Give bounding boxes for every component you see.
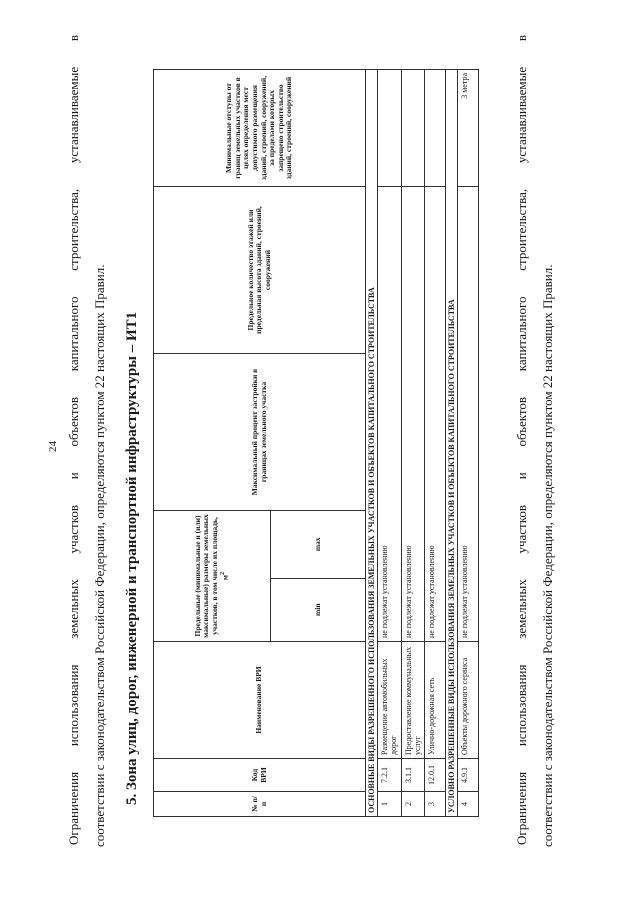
table-row [424,70,445,817]
header-sizes-sup: 2 [219,571,227,576]
section-row-main [366,70,378,817]
restriction-text-top-line1: Ограничения использования земельных участков и объектов капитального строительства, устанавливаемые в [66,35,81,845]
rotated-page-content [40,30,600,875]
cell-value: не подлежат установлению [401,187,424,642]
cell-code: 7.2.1 [378,759,401,792]
restriction-text-bottom-line2: соответствии с законодательством Российской Федерации, определяются пунктом 22 настоящих Правил. [540,264,555,847]
cell-name: Улично-дорожная сеть [424,642,445,759]
cell-setback [401,70,424,187]
header-num: № п/п [154,792,366,817]
cell-code: 4.9.1 [458,759,479,792]
section-conditional-label: УСЛОВНО РАЗРЕШЕННЫЕ ВИДЫ ИСПОЛЬЗОВАНИЯ ЗЕМЕЛЬНЫХ УЧАСТКОВ И ОБЪЕКТОВ КАПИТАЛЬНОГО СТРОИТЕЛЬСТВА [445,70,457,817]
cell-value: не подлежат установлению [424,187,445,642]
table-row [378,70,401,817]
cell-name: Предоставление коммунальных услуг [401,642,424,759]
cell-setback: 3 метра [458,70,479,187]
table-row [401,70,424,817]
zone-regulations-table [153,69,479,817]
header-name: Наименование ВРИ [154,642,366,759]
cell-value: не подлежат установлению [458,187,479,642]
section-title: 5. Зона улиц, дорог, инженерной и транспортной инфраструктуры – ИТ1 [124,311,140,805]
section-row-conditional [445,70,457,817]
cell-code: 3.1.1 [401,759,424,792]
cell-num: 1 [378,792,401,817]
cell-setback [378,70,401,187]
header-sizes [154,511,271,642]
cell-num: 3 [424,792,445,817]
cell-setback [424,70,445,187]
cell-value: не подлежат установлению [378,187,401,642]
header-code: Код ВРИ [154,759,366,792]
cell-code: 12.0.1 [424,759,445,792]
page-number: 24 [47,441,59,452]
header-setbacks: Минимальные отступы от границ земельных участков в целях определения мест допустимого размещения зданий, строений, сооружений, за пределами которых запрещено строительство зданий, строений, сооружений [154,70,366,187]
header-floors: Предельное количество этажей или предельная высота зданий, строений, сооружений [154,187,366,354]
restriction-text-bottom-line1: Ограничения использования земельных участков и объектов капитального строительства, устанавливаемые в [514,35,529,845]
section-main-label: ОСНОВНЫЕ ВИДЫ РАЗРЕШЕННОГО ИСПОЛЬЗОВАНИЯ ЗЕМЕЛЬНЫХ УЧАСТКОВ И ОБЪЕКТОВ КАПИТАЛЬНОГО СТРОИТЕЛЬСТВА [366,70,378,817]
header-coverage: Максимальный процент застройки в границах земельного участка [154,354,366,511]
cell-name: Размещение автомобильных дорог [378,642,401,759]
restriction-text-top-line2: соответствии с законодательством Российской Федерации, определяются пунктом 22 настоящих Правил. [92,264,107,847]
cell-name: Объекты дорожного сервиса [458,642,479,759]
header-max: max [271,511,366,579]
header-sizes-text: Предельные (минимальные и (или) максимальные) размеры земельных участков, в том числе их площадь, м [192,514,230,638]
header-min: min [271,578,366,641]
cell-num: 2 [401,792,424,817]
table-row [458,70,479,817]
table-header-row [154,70,271,817]
cell-num: 4 [458,792,479,817]
